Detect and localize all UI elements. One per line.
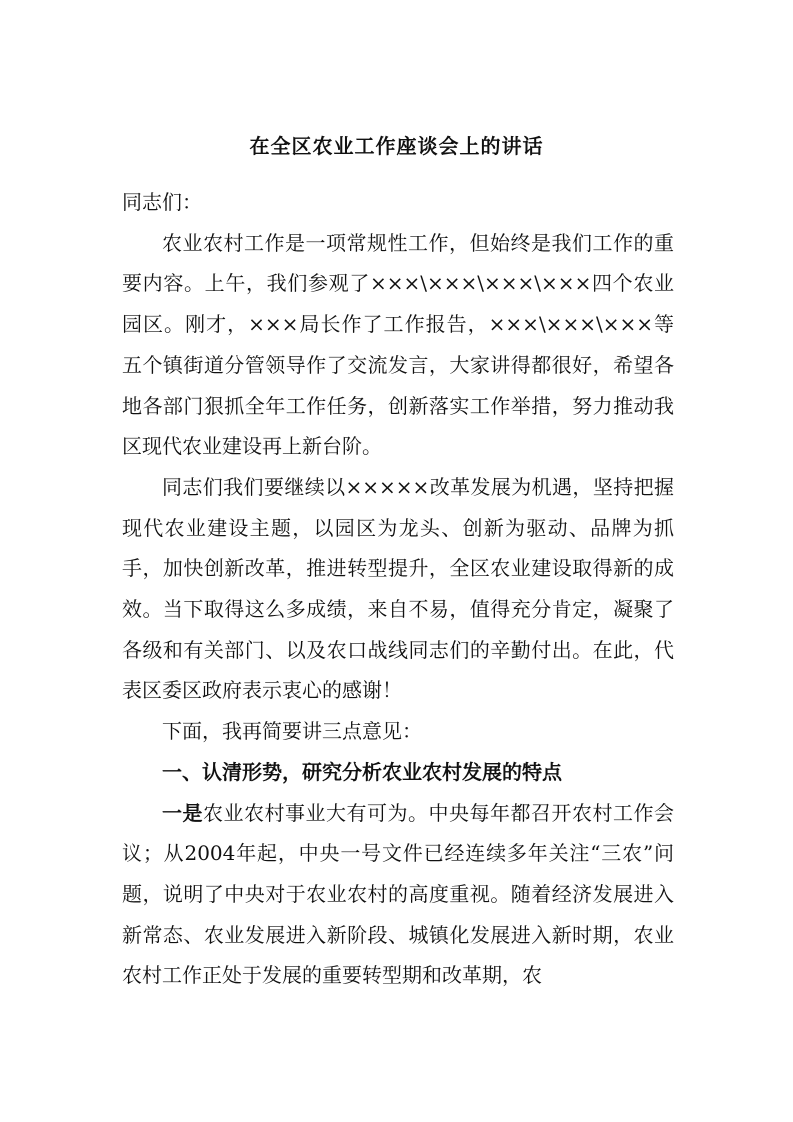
document-body — [122, 182, 674, 996]
section-heading: 一、认清形势，研究分析农业农村发展的特点 — [162, 759, 562, 784]
paragraph-opening: 农业农村工作是一项常规性工作，但始终是我们工作的重要内容。上午，我们参观了×××\×××\×××\×××四个农业园区。刚才，×××局长作了工作报告，×××\×××\×××等五个镇街道分管领导作了交流发言，大家讲得都很好，希望各地各部门狠抓全年工作任务，创新落实工作举措，努力推动我区现代农业建设再上新台阶。 — [122, 230, 674, 459]
salutation: 同志们： — [122, 190, 202, 214]
paragraph-transition: 下面，我再简要讲三点意见： — [162, 719, 422, 744]
point-one-lead: 一是 — [162, 800, 203, 825]
point-one-text: 农业农村事业大有可为。中央每年都召开农村工作会议；从2004年起，中央一号文件已经连续多年关注“三农”问题，说明了中央对于农业农村的高度重视。随着经济发展进入新常态、农业发展进入新阶段、城镇化发展进入新时期，农业农村工作正处于发展的重要转型期和改革期，农 — [122, 800, 674, 988]
paragraph-point-one — [122, 793, 674, 997]
paragraph-achievements: 同志们我们要继续以×××××改革发展为机遇，坚持把握现代农业建设主题，以园区为龙头、创新为驱动、品牌为抓手，加快创新改革，推进转型提升，全区农业建设取得新的成效。当下取得这么多成绩，来自不易，值得充分肯定，凝聚了各级和有关部门、以及农口战线同志们的辛勤付出。在此，代表区委区政府表示衷心的感谢！ — [122, 474, 674, 703]
document-title: 在全区农业工作座谈会上的讲话 — [249, 134, 544, 158]
